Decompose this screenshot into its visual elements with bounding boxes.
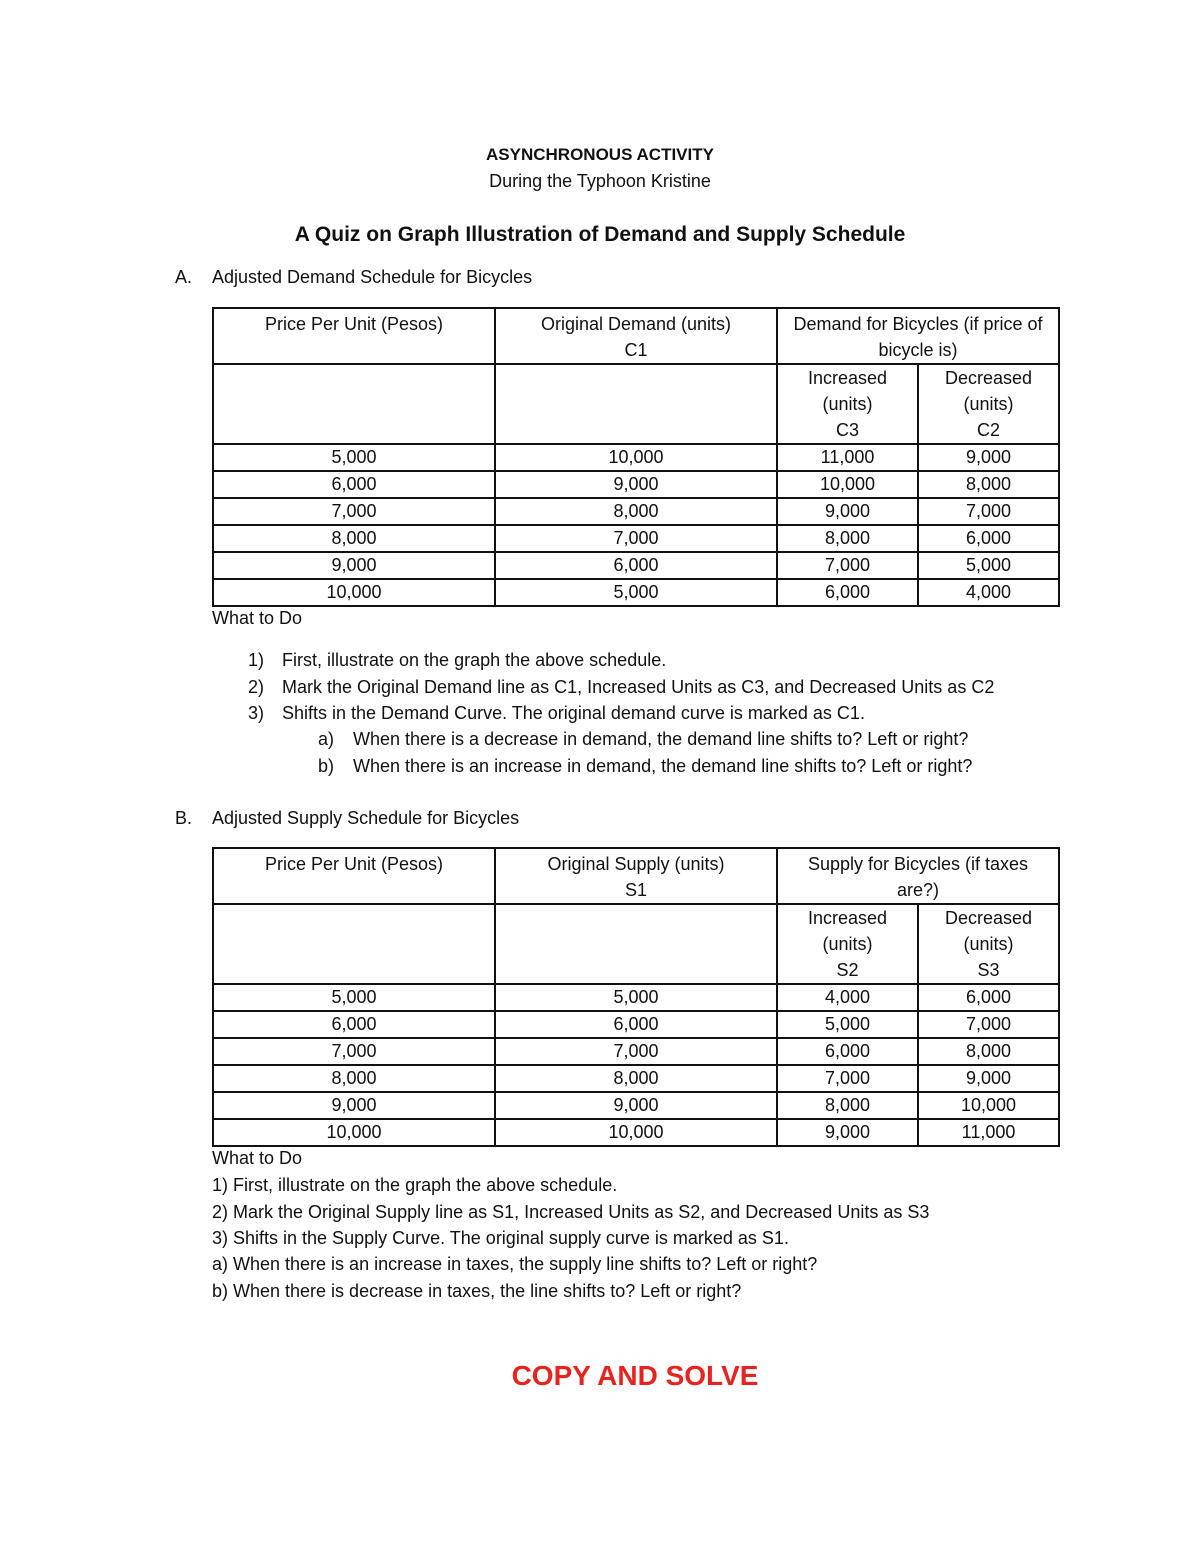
table-cell: 4,000	[777, 984, 918, 1011]
table-cell: 6,000	[777, 1038, 918, 1065]
table-row	[213, 984, 1059, 1011]
document-title: ASYNCHRONOUS ACTIVITY	[486, 145, 714, 164]
table-row	[213, 552, 1059, 579]
table-cell: 5,000	[777, 1011, 918, 1038]
table-cell: 6,000	[213, 471, 495, 498]
table-cell: 9,000	[918, 1065, 1059, 1092]
table-cell: 8,000	[495, 498, 777, 525]
table-cell: 10,000	[495, 444, 777, 471]
section-a-heading: Adjusted Demand Schedule for Bicycles	[212, 267, 533, 287]
table-cell: 5,000	[918, 552, 1059, 579]
table-row	[213, 1065, 1059, 1092]
step-number: a)	[318, 729, 335, 749]
what-to-do-label-a: What to Do	[212, 608, 303, 628]
table-cell: 5,000	[213, 984, 495, 1011]
table-cell: 6,000	[918, 525, 1059, 552]
table-cell: 8,000	[777, 1092, 918, 1119]
empty-cell	[213, 364, 495, 444]
header-demand-group: Demand for Bicycles (if price of bicycle is)	[777, 308, 1059, 364]
table-cell: 6,000	[495, 552, 777, 579]
table-cell: 9,000	[213, 1092, 495, 1119]
step-number: 2)	[248, 677, 265, 697]
header-decreased: Decreased (units) C2	[918, 364, 1059, 444]
table-cell: 8,000	[495, 1065, 777, 1092]
table-cell: 7,000	[777, 1065, 918, 1092]
table-cell: 6,000	[777, 579, 918, 606]
table-cell: 4,000	[918, 579, 1059, 606]
copy-and-solve-banner: COPY AND SOLVE	[511, 1360, 759, 1391]
section-b-heading: Adjusted Supply Schedule for Bicycles	[212, 808, 520, 828]
step-text: b) When there is decrease in taxes, the line shifts to? Left or right?	[212, 1281, 742, 1301]
table-cell: 9,000	[918, 444, 1059, 471]
step-number: b)	[318, 756, 335, 776]
table-cell: 8,000	[213, 525, 495, 552]
table-cell: 5,000	[495, 984, 777, 1011]
table-row	[213, 498, 1059, 525]
table-cell: 9,000	[777, 1119, 918, 1146]
table-cell: 9,000	[495, 471, 777, 498]
table-cell: 5,000	[495, 579, 777, 606]
quiz-title: A Quiz on Graph Illustration of Demand and Supply Schedule	[294, 223, 906, 246]
table-cell: 8,000	[918, 1038, 1059, 1065]
header-original-demand: Original Demand (units) C1	[495, 308, 777, 364]
step-text: Shifts in the Demand Curve. The original demand curve is marked as C1.	[282, 703, 865, 723]
table-cell: 10,000	[495, 1119, 777, 1146]
table-cell: 10,000	[777, 471, 918, 498]
table-cell: 9,000	[777, 498, 918, 525]
table-cell: 11,000	[777, 444, 918, 471]
step-text: When there is an increase in demand, the demand line shifts to? Left or right?	[353, 756, 973, 776]
step-text: 3) Shifts in the Supply Curve. The original supply curve is marked as S1.	[212, 1228, 789, 1248]
table-row	[213, 471, 1059, 498]
empty-cell	[213, 904, 495, 984]
table-cell: 7,000	[918, 498, 1059, 525]
header-original-supply: Original Supply (units) S1	[495, 848, 777, 904]
table-cell: 7,000	[213, 1038, 495, 1065]
table-cell: 6,000	[495, 1011, 777, 1038]
table-row	[213, 1011, 1059, 1038]
demand-schedule-table	[212, 307, 1060, 607]
table-cell: 10,000	[213, 1119, 495, 1146]
table-cell: 10,000	[918, 1092, 1059, 1119]
step-text: First, illustrate on the graph the above schedule.	[282, 650, 667, 670]
empty-cell	[495, 364, 777, 444]
table-cell: 5,000	[213, 444, 495, 471]
header-increased: Increased (units) S2	[777, 904, 918, 984]
header-increased: Increased (units) C3	[777, 364, 918, 444]
table-row	[213, 444, 1059, 471]
table-cell: 9,000	[495, 1092, 777, 1119]
table-cell: 8,000	[213, 1065, 495, 1092]
table-row	[213, 1038, 1059, 1065]
table-cell: 7,000	[213, 498, 495, 525]
table-row	[213, 525, 1059, 552]
step-text: Mark the Original Demand line as C1, Increased Units as C3, and Decreased Units as C2	[282, 677, 995, 697]
document-subtitle: During the Typhoon Kristine	[489, 171, 711, 191]
empty-cell	[495, 904, 777, 984]
table-cell: 7,000	[918, 1011, 1059, 1038]
table-cell: 7,000	[495, 1038, 777, 1065]
step-number: 1)	[248, 650, 265, 670]
table-row	[213, 1119, 1059, 1146]
section-b-letter: B.	[175, 808, 193, 828]
what-to-do-label-b: What to Do	[212, 1148, 303, 1168]
step-text: a) When there is an increase in taxes, the supply line shifts to? Left or right?	[212, 1254, 818, 1274]
table-cell: 6,000	[918, 984, 1059, 1011]
table-cell: 8,000	[918, 471, 1059, 498]
table-cell: 7,000	[495, 525, 777, 552]
step-text: 2) Mark the Original Supply line as S1, Increased Units as S2, and Decreased Units as S3	[212, 1202, 930, 1222]
supply-schedule-table	[212, 847, 1060, 1147]
header-supply-group: Supply for Bicycles (if taxes are?)	[777, 848, 1059, 904]
table-row	[213, 579, 1059, 606]
table-cell: 8,000	[777, 525, 918, 552]
table-cell: 9,000	[213, 552, 495, 579]
step-text: When there is a decrease in demand, the demand line shifts to? Left or right?	[353, 729, 969, 749]
table-row	[213, 1092, 1059, 1119]
header-decreased: Decreased (units) S3	[918, 904, 1059, 984]
table-cell: 10,000	[213, 579, 495, 606]
table-cell: 6,000	[213, 1011, 495, 1038]
header-price: Price Per Unit (Pesos)	[213, 848, 495, 904]
table-cell: 11,000	[918, 1119, 1059, 1146]
table-cell: 7,000	[777, 552, 918, 579]
step-text: 1) First, illustrate on the graph the above schedule.	[212, 1175, 618, 1195]
step-number: 3)	[248, 703, 265, 723]
header-price: Price Per Unit (Pesos)	[213, 308, 495, 364]
section-a-letter: A.	[175, 267, 193, 287]
